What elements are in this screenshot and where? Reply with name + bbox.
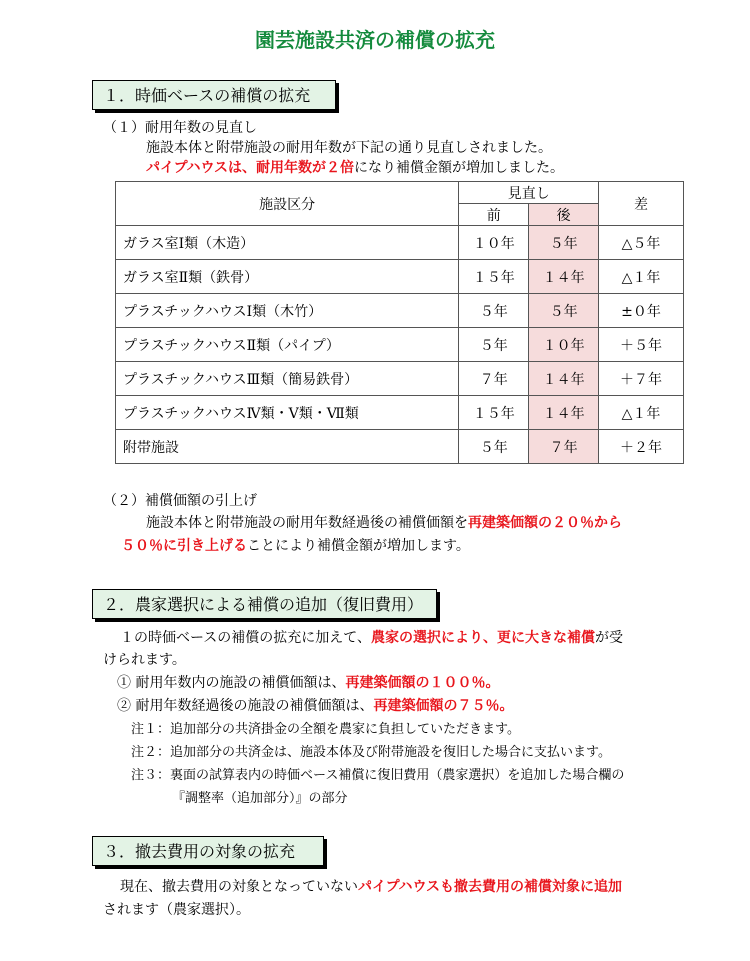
sub2-label: （２）補償価額の引上げ — [103, 493, 257, 509]
row-category: プラスチックハウスⅣ類・Ⅴ類・Ⅶ類 — [116, 396, 459, 430]
table-row — [116, 430, 684, 464]
sec2-item-2-highlight: 再建築価額の７５％。 — [373, 698, 514, 714]
row-after: １４年 — [529, 396, 599, 430]
sub2-line1-text: 施設本体と附帯施設の耐用年数経過後の補償価額を — [146, 515, 468, 531]
sec2-para-highlight: 農家の選択により、更に大きな補償 — [371, 630, 596, 646]
row-category: ガラス室Ⅱ類（鉄骨） — [116, 260, 459, 294]
table-row — [116, 294, 684, 328]
sub2-line2-highlight: ５０％に引き上げる — [121, 538, 247, 554]
row-category: プラスチックハウスⅠ類（木竹） — [116, 294, 459, 328]
sec2-para-a: １の時価ベースの補償の拡充に加えて、 — [120, 630, 372, 646]
row-before: ７年 — [459, 362, 529, 396]
sub1-label: （１）耐用年数の見直し — [103, 120, 257, 136]
page-title: 園芸施設共済の補償の拡充 — [255, 28, 495, 52]
row-after: １０年 — [529, 328, 599, 362]
row-diff: ±０年 — [599, 294, 684, 328]
section-3-heading: ３．撤去費用の対象の拡充 — [92, 836, 324, 866]
row-before: ５年 — [459, 430, 529, 464]
sec3-line2: されます（農家選択）。 — [103, 902, 250, 918]
row-diff: △１年 — [599, 396, 684, 430]
sub2-line2-rest: ことにより補償金額が増加します。 — [247, 538, 470, 554]
sec2-para — [120, 627, 623, 647]
sec3-highlight: パイプハウスも撤去費用の補償対象に追加 — [358, 879, 623, 895]
row-before: １０年 — [459, 226, 529, 260]
row-after: １４年 — [529, 362, 599, 396]
note-1: 注１：追加部分の共済掛金の全額を農家に負担していただきます。 — [131, 722, 520, 737]
row-after: ５年 — [529, 294, 599, 328]
sec2-para-b: が受 — [595, 630, 624, 646]
row-diff: △１年 — [599, 260, 684, 294]
sec2-item-2-text: ② 耐用年数経過後の施設の補償価額は、 — [117, 698, 374, 714]
row-after: ５年 — [529, 226, 599, 260]
sec2-para-cont: けられます。 — [103, 652, 186, 668]
row-after: ７年 — [529, 430, 599, 464]
row-before: ５年 — [459, 328, 529, 362]
header-before: 前 — [459, 204, 529, 226]
table-row — [116, 260, 684, 294]
sub2-line2 — [121, 535, 470, 555]
sec3-line1 — [120, 876, 622, 896]
row-diff: ＋２年 — [599, 430, 684, 464]
row-category: プラスチックハウスⅢ類（簡易鉄骨） — [116, 362, 459, 396]
row-after: １４年 — [529, 260, 599, 294]
note-2: 注２：追加部分の共済金は、施設本体及び附帯施設を復旧した場合に支払います。 — [131, 745, 611, 760]
sec2-item-1 — [117, 672, 499, 692]
section-2-heading: ２．農家選択による補償の追加（復旧費用） — [92, 589, 437, 619]
sec2-item-1-text: ① 耐用年数内の施設の補償価額は、 — [117, 675, 346, 691]
header-diff: 差 — [599, 182, 684, 226]
header-after: 後 — [529, 204, 599, 226]
section-1-heading: １．時価ベースの補償の拡充 — [92, 80, 336, 110]
table-row — [116, 226, 684, 260]
row-diff: ＋７年 — [599, 362, 684, 396]
row-diff: ＋５年 — [599, 328, 684, 362]
header-category: 施設区分 — [116, 182, 459, 226]
row-before: ５年 — [459, 294, 529, 328]
sub1-line2 — [146, 157, 564, 177]
row-category: プラスチックハウスⅡ類（パイプ） — [116, 328, 459, 362]
sub2-line1-highlight: 再建築価額の２０％から — [468, 515, 622, 531]
sub1-highlight: パイプハウスは、耐用年数が２倍 — [146, 160, 355, 176]
note-3: 注３：裏面の試算表内の時価ベース補償に復旧費用（農家選択）を追加した場合欄の — [131, 768, 625, 783]
row-diff: △５年 — [599, 226, 684, 260]
sec3-line1-text: 現在、撤去費用の対象となっていない — [120, 879, 358, 895]
sub1-line1: 施設本体と附帯施設の耐用年数が下記の通り見直しされました。 — [146, 140, 552, 156]
sec2-item-2 — [117, 695, 513, 715]
table-row — [116, 396, 684, 430]
sub1-line2-rest: になり補償金額が増加しました。 — [354, 160, 565, 176]
table-row — [116, 328, 684, 362]
header-review: 見直し — [459, 182, 599, 204]
row-before: １５年 — [459, 396, 529, 430]
table-row — [116, 362, 684, 396]
sub2-line1 — [146, 512, 622, 532]
durability-table — [115, 181, 684, 464]
sec2-item-1-highlight: 再建築価額の１００％。 — [345, 675, 500, 691]
row-category: 附帯施設 — [116, 430, 459, 464]
note-3-cont: 『調整率（追加部分）』の部分 — [172, 791, 348, 806]
row-before: １５年 — [459, 260, 529, 294]
row-category: ガラス室Ⅰ類（木造） — [116, 226, 459, 260]
